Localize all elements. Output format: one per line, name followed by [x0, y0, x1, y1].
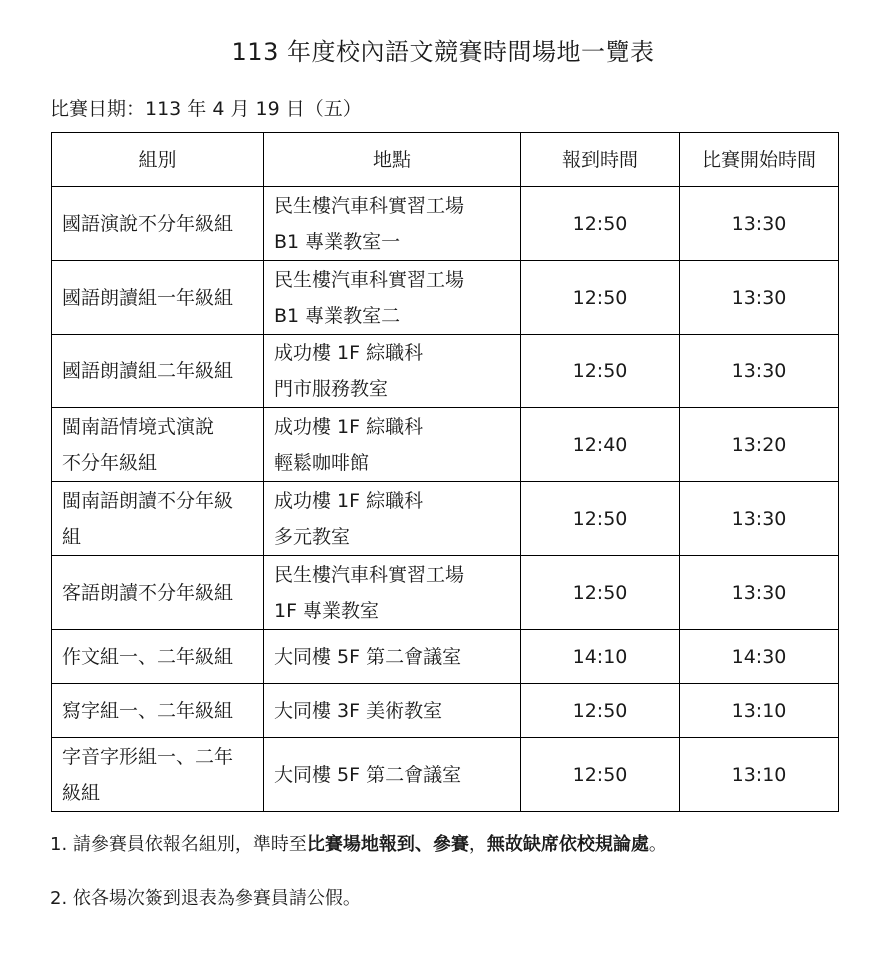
- cell-location: 成功樓 1F 綜職科 門市服務教室: [264, 335, 521, 408]
- cell-checkin-time: 12:50: [521, 335, 680, 408]
- cell-start-time: 13:30: [680, 335, 839, 408]
- note-1-bold-b: 無故缺席依校規論處: [486, 834, 649, 855]
- cell-checkin-time: 12:50: [521, 684, 680, 738]
- note-1-prefix: 1. 請參賽員依報名組別，準時至: [50, 834, 307, 855]
- cell-group: 字音字形組一、二年 級組: [52, 738, 264, 812]
- table-row: [52, 408, 839, 482]
- cell-group: 客語朗讀不分年級組: [52, 556, 264, 630]
- table-row: [52, 187, 839, 261]
- cell-checkin-time: 14:10: [521, 630, 680, 684]
- cell-start-time: 13:30: [680, 482, 839, 556]
- cell-group: 閩南語情境式演說 不分年級組: [52, 408, 264, 482]
- cell-start-time: 13:30: [680, 187, 839, 261]
- cell-start-time: 14:30: [680, 630, 839, 684]
- cell-location: 成功樓 1F 綜職科 多元教室: [264, 482, 521, 556]
- cell-location: 民生樓汽車科實習工場 1F 專業教室: [264, 556, 521, 630]
- cell-start-time: 13:30: [680, 261, 839, 335]
- table-row: [52, 261, 839, 335]
- page-title: 113 年度校內語文競賽時間場地一覽表: [231, 38, 655, 66]
- table-row: [52, 482, 839, 556]
- cell-checkin-time: 12:50: [521, 261, 680, 335]
- header-start-time: 比賽開始時間: [680, 133, 839, 187]
- table-row: [52, 738, 839, 812]
- cell-group: 國語朗讀組一年級組: [52, 261, 264, 335]
- competition-date: 比賽日期：113 年 4 月 19 日（五）: [50, 98, 362, 120]
- cell-group: 閩南語朗讀不分年級 組: [52, 482, 264, 556]
- note-1-sep: ，: [468, 834, 487, 855]
- cell-checkin-time: 12:40: [521, 408, 680, 482]
- header-location: 地點: [264, 133, 521, 187]
- cell-group: 國語演說不分年級組: [52, 187, 264, 261]
- table-row: [52, 335, 839, 408]
- table-header-row: [52, 133, 839, 187]
- cell-checkin-time: 12:50: [521, 482, 680, 556]
- cell-location: 大同樓 5F 第二會議室: [264, 738, 521, 812]
- cell-group: 作文組一、二年級組: [52, 630, 264, 684]
- cell-checkin-time: 12:50: [521, 187, 680, 261]
- cell-location: 成功樓 1F 綜職科 輕鬆咖啡館: [264, 408, 521, 482]
- header-checkin-time: 報到時間: [521, 133, 680, 187]
- cell-location: 大同樓 5F 第二會議室: [264, 630, 521, 684]
- note-2: 2. 依各場次簽到退表為參賽員請公假。: [50, 888, 361, 909]
- cell-checkin-time: 12:50: [521, 556, 680, 630]
- cell-group: 國語朗讀組二年級組: [52, 335, 264, 408]
- note-1-bold-a: 比賽場地報到、參賽: [306, 834, 469, 855]
- cell-start-time: 13:10: [680, 738, 839, 812]
- note-1: [50, 830, 667, 856]
- table-row: [52, 684, 839, 738]
- table-row: [52, 630, 839, 684]
- cell-start-time: 13:20: [680, 408, 839, 482]
- cell-checkin-time: 12:50: [521, 738, 680, 812]
- header-group: 組別: [52, 133, 264, 187]
- cell-start-time: 13:10: [680, 684, 839, 738]
- schedule-table: [51, 132, 839, 812]
- note-1-end: 。: [648, 834, 667, 855]
- table-row: [52, 556, 839, 630]
- cell-location: 民生樓汽車科實習工場 B1 專業教室一: [264, 187, 521, 261]
- cell-location: 大同樓 3F 美術教室: [264, 684, 521, 738]
- cell-location: 民生樓汽車科實習工場 B1 專業教室二: [264, 261, 521, 335]
- cell-group: 寫字組一、二年級組: [52, 684, 264, 738]
- cell-start-time: 13:30: [680, 556, 839, 630]
